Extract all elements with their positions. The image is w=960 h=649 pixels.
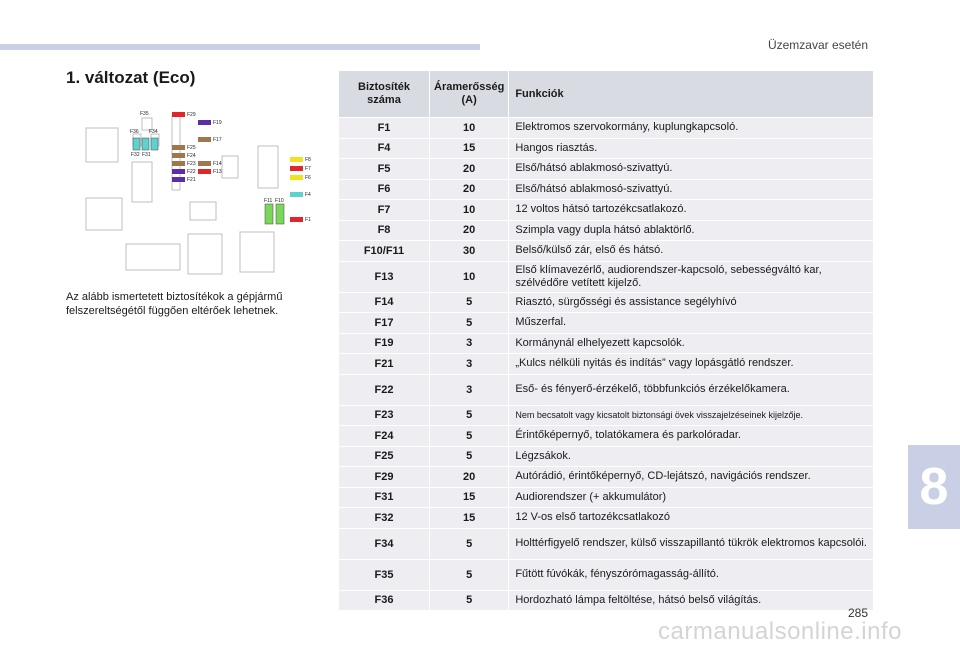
table-row: F24 5 Érintőképernyő, tolatókamera és parkolóradar. <box>339 426 874 447</box>
col-header-fuse: Biztosíték száma <box>339 71 430 118</box>
chapter-number: 8 <box>919 458 949 516</box>
label-f7: F7 <box>305 166 311 172</box>
table-row: F21 3 „Kulcs nélküli nyitás és indítás” vagy lopásgátló rendszer. <box>339 354 874 375</box>
fuse-f10 <box>276 204 284 224</box>
fuse-box-svg <box>76 104 322 280</box>
table-row: F25 5 Légzsákok. <box>339 446 874 467</box>
fuse-f29 <box>172 112 185 117</box>
block-outline <box>86 198 122 230</box>
table-row: F7 10 12 voltos hátsó tartozékcsatlakozó. <box>339 200 874 221</box>
fuse-f13 <box>198 169 211 174</box>
label-f34: F34 <box>149 129 158 135</box>
table-row: F17 5 Műszerfal. <box>339 313 874 334</box>
fuse-f8 <box>290 157 303 162</box>
table-row: F14 5 Riasztó, sürgősségi és assistance segélyhívó <box>339 292 874 313</box>
fuse-f22 <box>172 169 185 174</box>
fuse-f31 <box>142 138 149 150</box>
label-f17: F17 <box>213 137 222 143</box>
label-f1: F1 <box>305 217 311 223</box>
fuse-f24 <box>172 153 185 158</box>
page-heading: 1. változat (Eco) <box>66 68 196 87</box>
table-row: F10/F11 30 Belső/külső zár, első és hátsó. <box>339 241 874 262</box>
label-f11: F11 <box>264 198 273 204</box>
table-row: F35 5 Fűtött fúvókák, fényszórómagasság-állító. <box>339 559 874 590</box>
table-row: F1 10 Elektromos szervokormány, kuplungkapcsoló. <box>339 118 874 139</box>
label-f4: F4 <box>305 192 311 198</box>
fuse-f25 <box>172 145 185 150</box>
table-row: F4 15 Hangos riasztás. <box>339 138 874 159</box>
block-outline <box>188 234 222 274</box>
label-f10: F10 <box>275 198 284 204</box>
label-f13: F13 <box>213 169 222 175</box>
table-row: F5 20 Első/hátsó ablakmosó-szivattyú. <box>339 159 874 180</box>
label-f25: F25 <box>187 145 196 151</box>
fuse-f14 <box>198 161 211 166</box>
col-header-functions: Funkciók <box>509 71 874 118</box>
fuse-f23 <box>172 161 185 166</box>
block-outline <box>222 156 238 178</box>
label-f29: F29 <box>187 112 196 118</box>
fuse-table <box>338 70 874 611</box>
top-accent-bar <box>0 44 480 50</box>
table-row: F32 15 12 V-os első tartozékcsatlakozó <box>339 508 874 529</box>
fuse-f34-colored <box>151 138 158 150</box>
label-f14: F14 <box>213 161 222 167</box>
label-f31: F31 <box>142 152 151 158</box>
block-outline <box>126 244 180 270</box>
fuse-f19 <box>198 120 211 125</box>
table-row: F13 10 Első klímavezérlő, audiorendszer-kapcsoló, sebességváltó kar, szélvédőre vetített kijelző. <box>339 261 874 292</box>
block-outline <box>240 232 274 272</box>
fuse-f4 <box>290 192 303 197</box>
col-header-amperage: Áramerősség (A) <box>430 71 509 118</box>
chapter-tab <box>908 445 960 529</box>
equipment-note: Az alább ismertetett biztosítékok a gépjármű felszereltségétől függően eltérőek lehetnek. <box>66 291 283 317</box>
table-row: F23 5 Nem becsatolt vagy kicsatolt biztonsági övek visszajelzéseinek kijelzője. <box>339 405 874 426</box>
chapter-title: Üzemzavar esetén <box>767 38 868 52</box>
block-outline <box>190 202 216 220</box>
label-f22: F22 <box>187 169 196 175</box>
block-outline <box>258 146 278 188</box>
fuse-f1 <box>290 217 303 222</box>
fuse-f7 <box>290 166 303 171</box>
table-header-row <box>339 71 874 118</box>
table-row: F36 5 Hordozható lámpa feltöltése, hátsó belső világítás. <box>339 590 874 611</box>
label-f36: F36 <box>130 129 139 135</box>
block-outline <box>86 128 118 162</box>
fuse-f21 <box>172 177 185 182</box>
table-row: F29 20 Autórádió, érintőképernyő, CD-lejátszó, navigációs rendszer. <box>339 467 874 488</box>
fuse-f17 <box>198 137 211 142</box>
label-f35: F35 <box>140 111 149 117</box>
page-number: 285 <box>847 606 868 620</box>
label-f19: F19 <box>213 120 222 126</box>
fuse-f11 <box>265 204 273 224</box>
table-row: F8 20 Szimpla vagy dupla hátsó ablaktörlő. <box>339 220 874 241</box>
label-f6: F6 <box>305 175 311 181</box>
label-f24: F24 <box>187 153 196 159</box>
label-f23: F23 <box>187 161 196 167</box>
watermark: carmanualsonline.info <box>658 618 902 645</box>
table-row: F34 5 Holttérfigyelő rendszer, külső visszapillantó tükrök elektromos kapcsolói. <box>339 528 874 559</box>
table-row: F19 3 Kormánynál elhelyezett kapcsolók. <box>339 333 874 354</box>
label-f8: F8 <box>305 157 311 163</box>
table-row: F6 20 Első/hátsó ablakmosó-szivattyú. <box>339 179 874 200</box>
fuse-box-diagram <box>76 104 322 280</box>
fuse-f32 <box>133 138 140 150</box>
table-row: F22 3 Eső- és fényerő-érzékelő, többfunkciós érzékelőkamera. <box>339 374 874 405</box>
table-row: F31 15 Audiorendszer (+ akkumulátor) <box>339 487 874 508</box>
block-outline <box>132 162 152 202</box>
label-f32: F32 <box>131 152 140 158</box>
label-f21: F21 <box>187 177 196 183</box>
fuse-f6 <box>290 175 303 180</box>
